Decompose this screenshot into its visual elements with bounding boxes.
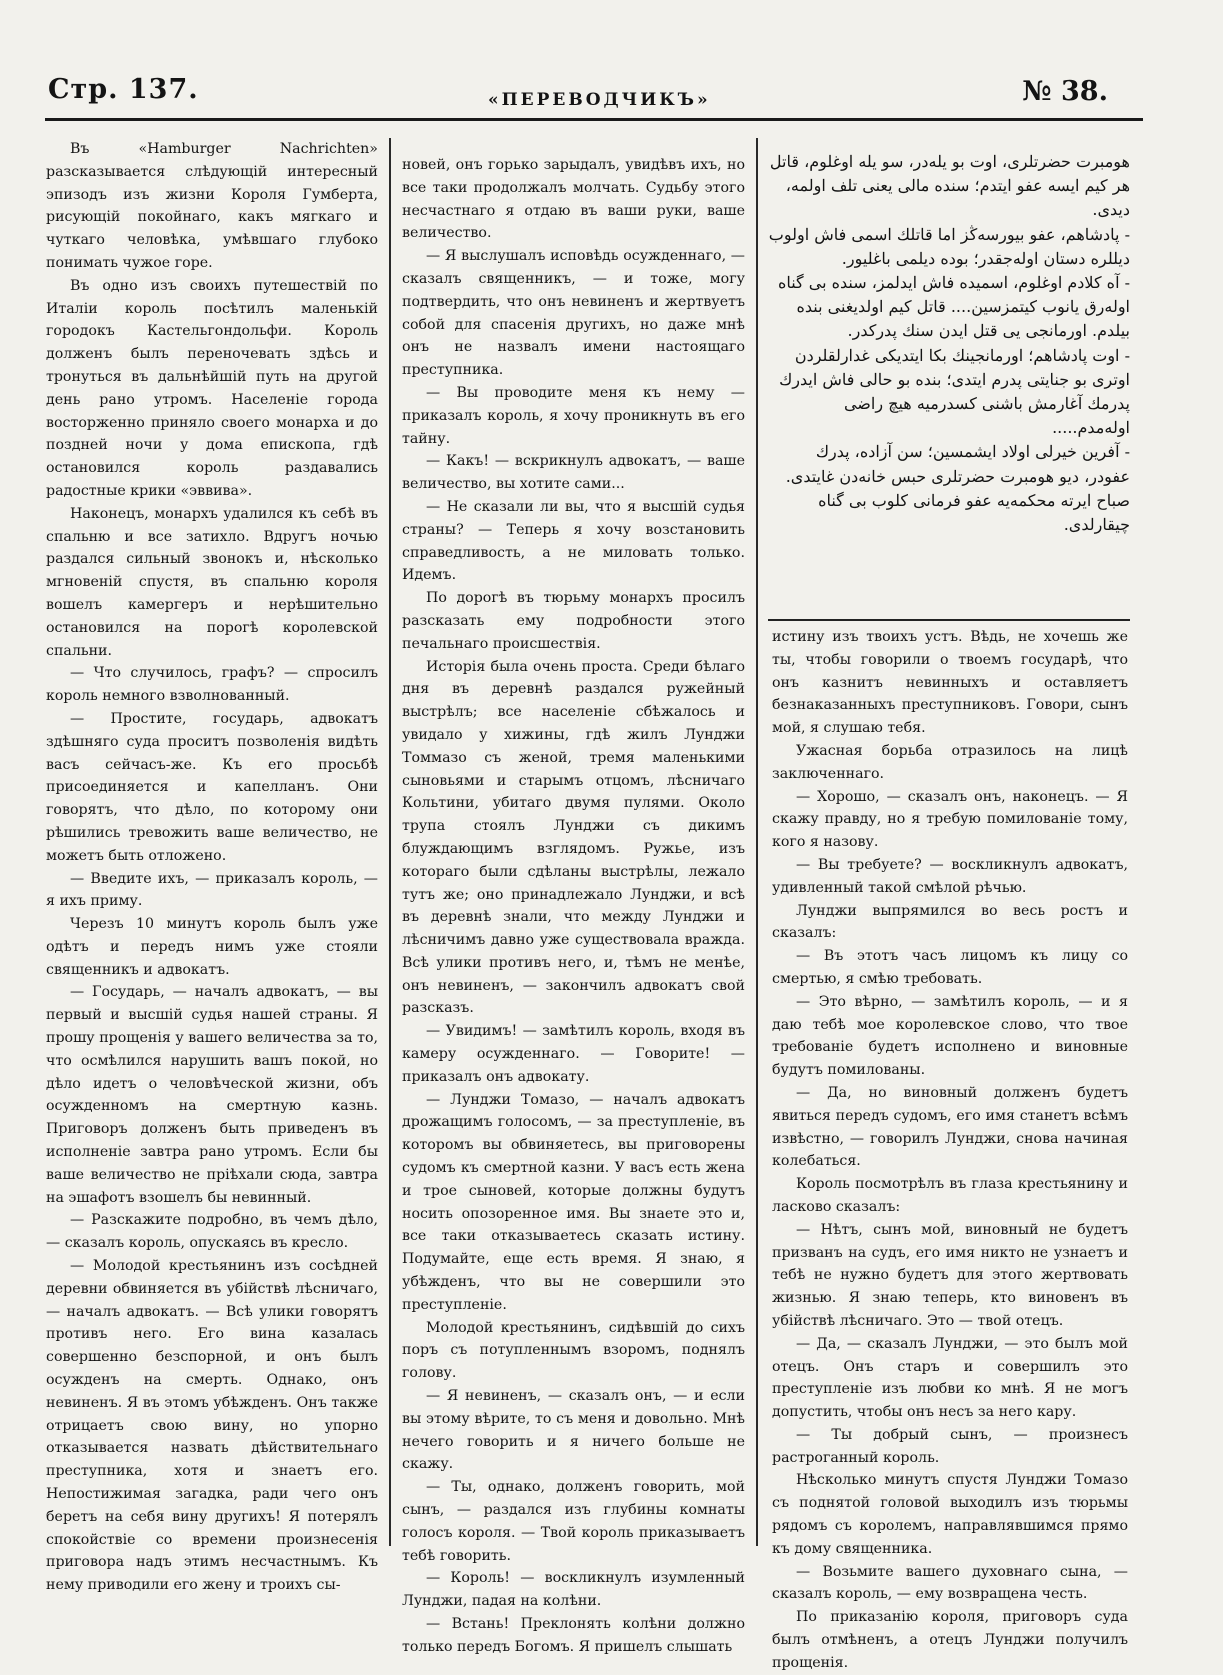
ottoman-paragraph: - آفرین خیرلی اولاد ایشمسین؛ سن آزادە، پدرك عفودر، دیو هومبرت حضرتلری حبس خانەدن غایتدی. صباح ایرتە محکمەیە عفو فرمانی کلوب بی گناه چیقارلدی. <box>785 442 1130 535</box>
ottoman-text-block <box>766 150 1130 537</box>
paragraph: Король посмотрѣлъ въ глаза крестьянину и ласково сказалъ: <box>772 1176 1128 1215</box>
paragraph: — Ты добрый сынъ, — произнесъ растроганный король. <box>772 1426 1128 1466</box>
ottoman-paragraph: - پادشاهم، عفو بیورسەڭز اما قاتلك اسمی فاش اولوب دیللرە دستان اولەجقدر؛ بودە دیلمی باغلیور. <box>768 224 1130 268</box>
column-divider-2 <box>756 138 758 1546</box>
ottoman-paragraph: - آه کلادم اوغلوم، اسمیدە فاش ایدلمز، سندە بی گناه اولەرق یانوب کیتمزسین.... قاتل کیم اولدیغنی بندە بیلدم. اورمانجی یی قتل ایدن سنك پدرکدر. <box>777 273 1130 341</box>
paragraph: Лунджи выпрямился во весь ростъ и сказалъ: <box>772 902 1128 942</box>
paragraph: — Нѣтъ, сынъ мой, виновный не будетъ призванъ на судъ, его имя никто не узнаетъ и тебѣ не нужно будетъ для этого жертвовать жизнью. Я знаю теперь, кто виновенъ въ убійствѣ лѣсничаго. Это — твой отецъ. <box>772 1221 1128 1329</box>
paragraph: — Да, — сказалъ Лунджи, — это былъ мой отецъ. Онъ старъ и совершилъ это преступленіе изъ любви ко мнѣ. Я не могъ допустить, чтобы онъ несъ за него кару. <box>772 1335 1128 1421</box>
paragraph: — Какъ! — вскрикнулъ адвокатъ, — ваше величество, вы хотите сами... <box>402 453 745 493</box>
paragraph: Нѣсколько минутъ спустя Лунджи Томазо съ поднятой головой выходилъ изъ тюрьмы рядомъ съ королемъ, направлявшимся прямо къ дому священника. <box>772 1472 1128 1557</box>
paragraph: Въ одно изъ своихъ путешествій по Италіи король посѣтилъ маленькій городокъ Кастельгондольфи. Король долженъ былъ переночевать здѣсь и тронуться въ дальнѣйшій путь на другой день рано утромъ. Населеніе города восторженно приняло своего монарха и до поздней ночи у дома епископа, гдѣ остановился король раздавались радостные крики «эввива». <box>46 277 378 499</box>
paragraph: Наконецъ, монархъ удалился къ себѣ въ спальню и все затихло. Вдругъ ночью раздался сильный звонокъ и, нѣсколько мгновеній спустя, въ спальню короля вошелъ камергеръ и нерѣшительно остановился на порогѣ королевской спальни. <box>46 505 378 659</box>
paragraph: — Простите, государь, адвокатъ здѣшняго суда проситъ позволенія видѣть васъ сейчасъ-же. Къ его просьбѣ присоединяется и капелланъ. Они говорятъ, что дѣло, по которому они рѣшились тревожить ваше величество, не можетъ быть отложено. <box>46 710 378 864</box>
paragraph: — Не сказали ли вы, что я высшій судья страны? — Теперь я хочу возстановить справедливость, а не миловать только. Идемъ. <box>402 498 745 584</box>
paragraph: — Вы требуете? — воскликнулъ адвокатъ, удивленный такой смѣлой рѣчью. <box>772 856 1128 896</box>
issue-number: № 38. <box>1022 76 1108 107</box>
paragraph: — Молодой крестьянинъ изъ сосѣдней деревни обвиняется въ убійствѣ лѣсничаго, — началъ адвокатъ. — Всѣ улики говорятъ противъ него. Его вина казалась совершенно безспорной, и онъ былъ осужденъ на смерть. Однако, онъ невиненъ. Я въ этомъ убѣжденъ. Онъ также отрицаетъ свою вину, но упорно отказывается назвать дѣйствительнаго преступника, хотя и знаетъ его. Непостижимая загадка, ради чего онъ беретъ на себя вину другихъ! Я потерялъ спокойствіе со времени произнесенія приговора надъ этимъ несчастнымъ. Къ нему приводили его жену и троихъ сы- <box>46 1258 378 1594</box>
column-2 <box>402 154 745 1659</box>
page-number: Стр. 137. <box>48 74 199 105</box>
paragraph: — Увидимъ! — замѣтилъ король, входя въ камеру осужденнаго. — Говорите! — приказалъ онъ адвокату. <box>402 1023 745 1085</box>
paragraph: — Да, но виновный долженъ будетъ явиться передъ судомъ, его имя станетъ всѣмъ извѣстно, — говорилъ Лунджи, снова начиная колебаться. <box>772 1084 1128 1170</box>
header-rule <box>45 118 1143 121</box>
ottoman-paragraph: - اوت پادشاهم؛ اورمانجینك بکا ایتدیکی غدارلقلردن اوتری بو جنایتی پدرم ایتدی؛ بندە بو حالی فاش ایدرك پدرمك آغارمش باشنی کسدرمیە هیچ راضی اولەمدم..... <box>779 345 1130 438</box>
paragraph: новей, онъ горько зарыдалъ, увидѣвъ ихъ, но все таки продолжалъ молчать. Судьбу этого несчастнаго я отдаю въ ваши руки, ваше величество. <box>402 157 745 242</box>
paragraph: — Я невиненъ, — сказалъ онъ, — и если вы этому вѣрите, то съ меня и довольно. Мнѣ нечего говорить и я ничего больше не скажу. <box>402 1388 745 1473</box>
column-divider-1 <box>389 138 391 1546</box>
paragraph: — Разскажите подробно, въ чемъ дѣло, — сказалъ король, опускаясь въ кресло. <box>46 1212 378 1252</box>
paragraph: истину изъ твоихъ устъ. Вѣдь, не хочешь же ты, чтобы говорили о твоемъ государѣ, что онъ казнитъ невинныхъ и оставляетъ безнаказанныхъ преступниковъ. Говори, сынъ мой, я слушаю тебя. <box>772 629 1128 737</box>
paragraph: — Вы проводите меня къ нему — приказалъ король, я хочу проникнуть въ его тайну. <box>402 384 745 447</box>
paragraph: — Что случилось, графъ? — спросилъ король немного взволнованный. <box>46 665 378 705</box>
paragraph: Исторія была очень проста. Среди бѣлаго дня въ деревнѣ раздался ружейный выстрѣлъ; все населеніе сбѣжалось и увидало у хижины, гдѣ жилъ Лунджи Томмазо съ женой, тремя маленькими сыновьями и старымъ отцомъ, лѣсничаго Кольтини, убитаго двумя пулями. Около трупа стоялъ Лунджи съ дикимъ блуждающимъ взглядомъ. Ружье, изъ котораго были сдѣланы выстрѣлы, лежало тутъ же; оно принадлежало Лунджи, и всѣ въ деревнѣ знали, что между Лунджи и лѣсничимъ давно уже существовала вражда. Всѣ улики противъ него, и, тѣмъ не менѣе, онъ невиненъ, — закончилъ адвокатъ свой разсказъ. <box>402 658 745 1017</box>
paragraph: По приказанію короля, приговоръ суда былъ отмѣненъ, а отецъ Лунджи получилъ прощенія. <box>772 1609 1128 1671</box>
paragraph: — Лунджи Томазо, — началъ адвокатъ дрожащимъ голосомъ, — за преступленіе, въ которомъ вы обвиняетесь, вы приговорены судомъ къ смертной казни. У васъ есть жена и трое сыновей, которые должны будутъ носить опозоренное имя. Вы знаете это и, все таки отказываетесь сказать истину. Подумайте, еще есть время. Я знаю, я убѣжденъ, что вы не совершили это преступленіе. <box>402 1091 745 1313</box>
page-header <box>48 72 1108 112</box>
paragraph: Въ «Hamburger Nachrichten» разсказывается слѣдующій интересный эпизодъ изъ жизни Короля Гумберта, рисующій покойнаго, какъ мягкаго и чуткаго человѣка, умѣвшаго глубоко понимать чужое горе. <box>46 141 378 271</box>
paragraph: Молодой крестьянинъ, сидѣвшій до сихъ поръ съ потупленнымъ взоромъ, поднялъ голову. <box>402 1319 745 1382</box>
paragraph: — Возьмите вашего духовнаго сына, — сказалъ король, — ему возвращена честь. <box>772 1563 1128 1603</box>
paragraph: — Ты, однако, долженъ говорить, мой сынъ, — раздался изъ глубины комнаты голосъ короля. — Твой король приказываетъ тебѣ говорить. <box>402 1479 745 1564</box>
paragraph: — Это вѣрно, — замѣтилъ король, — и я даю тебѣ мое королевское слово, что твое требованіе будетъ исполнено и виновные будутъ помилованы. <box>772 993 1128 1079</box>
paragraph: — Встань! Преклонять колѣни должно только передъ Богомъ. Я пришелъ слышать <box>402 1616 745 1655</box>
newspaper-title: «ПЕРЕВОДЧИКЪ» <box>488 90 711 110</box>
paragraph: Ужасная борьба отразилось на лицѣ заключеннаго. <box>772 742 1128 782</box>
column-1 <box>46 138 378 1597</box>
paragraph: — Я выслушалъ исповѣдь осужденнаго, — сказалъ священникъ, — и тоже, могу подтвердить, что онъ невиненъ и жертвуетъ собой для спасенія другихъ, но даже мнѣ онъ не назвалъ имени настоящаго преступника. <box>402 248 745 379</box>
paragraph: — Король! — воскликнулъ изумленный Лунджи, падая на колѣни. <box>402 1570 745 1610</box>
column-3 <box>772 626 1128 1675</box>
paragraph: — Хорошо, — сказалъ онъ, наконецъ. — Я скажу правду, но я требую помилованіе тому, кого я назову. <box>772 788 1128 851</box>
paragraph: — Государь, — началъ адвокатъ, — вы первый и высшій судья нашей страны. Я прошу прощенія у вашего величества за то, что осмѣлился нарушить вашъ покой, но дѣло идетъ о человѣческой жизни, объ осужденномъ на смертную казнь. Приговоръ долженъ быть приведенъ въ исполненіе завтра рано утромъ. Если бы ваше величество не пріѣхали сюда, завтра на эшафотъ взошелъ бы невинный. <box>46 984 378 1206</box>
section-divider <box>768 619 1130 621</box>
ottoman-paragraph: هومبرت حضرتلری، اوت بو یلەدر، سو یلە اوغلوم، قاتل هر کیم ایسە عفو ایتدم؛ سندە مالی یعنی تلف اولمە، دیدی. <box>769 152 1130 220</box>
paragraph: Черезъ 10 минутъ король былъ уже одѣтъ и передъ нимъ уже стояли священникъ и адвокатъ. <box>46 916 378 978</box>
paragraph: По дорогѣ въ тюрьму монархъ просилъ разсказать ему подробности этого печальнаго происшествія. <box>402 590 745 652</box>
paragraph: — Введите ихъ, — приказалъ король, — я ихъ приму. <box>46 870 378 910</box>
paragraph: — Въ этотъ часъ лицомъ къ лицу со смертью, я смѣю требовать. <box>772 948 1128 987</box>
